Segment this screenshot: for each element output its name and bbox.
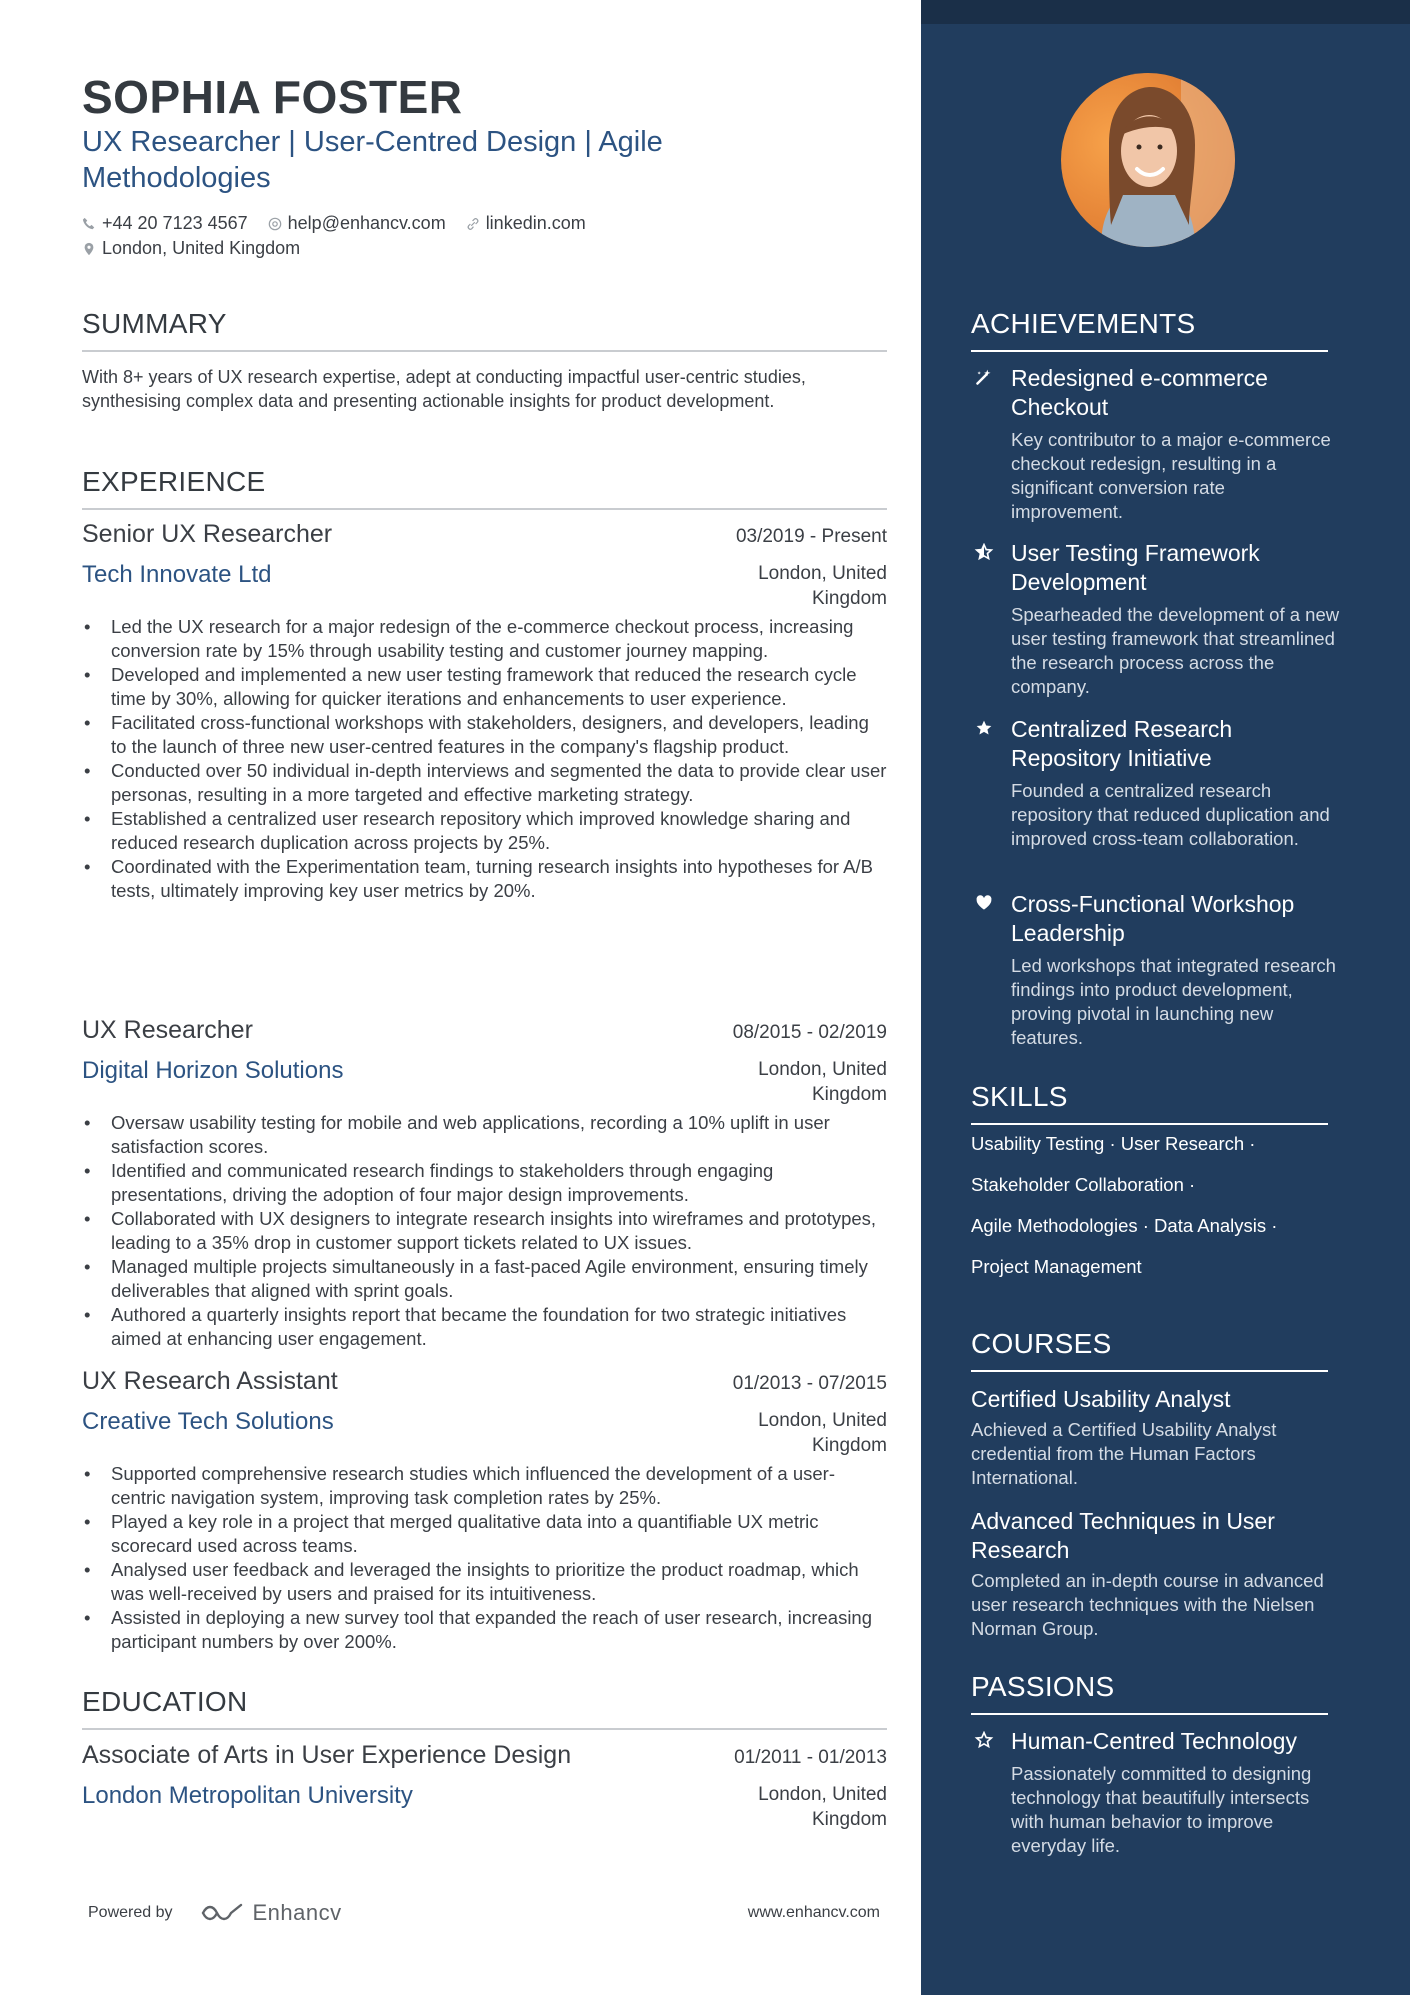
email-contact[interactable]	[268, 213, 446, 234]
skills-list	[971, 1133, 1351, 1297]
phone-text: +44 20 7123 4567	[102, 213, 248, 233]
bullet-item: • Authored a quarterly insights report that became the foundation for two strategic initiatives aimed at enhancing user engagement.	[82, 1303, 887, 1351]
experience-entry	[82, 520, 887, 903]
achievement-title: Redesigned e-commerce Checkout	[1011, 365, 1268, 420]
achievement-title: Cross-Functional Workshop Leadership	[1011, 891, 1295, 946]
achievement-item	[971, 890, 1341, 1050]
phone-contact[interactable]	[82, 213, 248, 234]
achievement-item	[971, 539, 1341, 699]
experience-heading: EXPERIENCE	[82, 466, 887, 510]
bullet-item: • Identified and communicated research findings to stakeholders through engaging presentations, driving the adoption of four major design improvements.	[82, 1159, 887, 1207]
achievement-item	[971, 364, 1341, 524]
achievement-desc: Founded a centralized research repository that reduced duplication and improved cross-team collaboration.	[1011, 780, 1330, 849]
job-dates: 03/2019 - Present	[735, 526, 887, 547]
bullet-item: • Collaborated with UX designers to integrate research insights into wireframes and prototypes, leading to a 35% drop in customer support tickets related to UX issues.	[82, 1207, 887, 1255]
passions-heading: PASSIONS	[971, 1671, 1328, 1715]
job-location: London, United Kingdom	[758, 1410, 887, 1456]
enhancv-logo[interactable]	[199, 1900, 342, 1926]
summary-text: With 8+ years of UX research expertise, adept at conducting impactful user-centric studies, synthesising complex data and presenting actionable insights for product development.	[82, 367, 806, 411]
experience-entry	[82, 1016, 887, 1351]
at-icon	[268, 216, 282, 232]
location-text: London, United Kingdom	[102, 238, 301, 258]
company-name: Tech Innovate Ltd	[82, 561, 272, 588]
contact-info	[82, 211, 882, 261]
location-contact	[82, 238, 300, 259]
link-icon	[466, 216, 480, 232]
education-dates: 01/2011 - 01/2013	[734, 1747, 887, 1768]
achievement-title: User Testing Framework Development	[1011, 540, 1260, 595]
bullet-item: • Developed and implemented a new user testing framework that reduced the research cycle time by 30%, allowing for quicker iterations and enhancements to user experience.	[82, 663, 887, 711]
bullet-item: • Coordinated with the Experimentation team, turning research insights into hypotheses for A/B tests, ultimately improving key user metrics by 20%.	[82, 855, 887, 903]
website-link[interactable]: www.enhancv.com	[747, 1904, 880, 1921]
passion-item	[971, 1727, 1341, 1858]
headline: UX Researcher | User-Centred Design | Agile Methodologies	[82, 126, 663, 194]
achievement-desc: Spearheaded the development of a new user testing framework that streamlined the research process across the company.	[1011, 604, 1340, 697]
linkedin-text: linkedin.com	[485, 213, 586, 233]
degree-title: Associate of Arts in User Experience Design	[82, 1741, 572, 1769]
skill-line: Usability Testing · User Research ·	[971, 1133, 1256, 1154]
bullet-item: • Analysed user feedback and leveraged the insights to prioritize the product roadmap, which was well-received by users and praised for its intuitiveness.	[82, 1558, 887, 1606]
company-name: Digital Horizon Solutions	[82, 1057, 344, 1084]
phone-icon	[82, 216, 96, 232]
courses-heading: COURSES	[971, 1328, 1328, 1372]
job-bullets	[82, 615, 887, 903]
email-text: help@enhancv.com	[287, 213, 446, 233]
job-title: UX Research Assistant	[82, 1367, 338, 1395]
bullet-item: • Played a key role in a project that merged qualitative data into a quantifiable UX metric scorecard used across teams.	[82, 1510, 887, 1558]
star-half-icon	[971, 539, 997, 561]
bullet-item: • Managed multiple projects simultaneously in a fast-paced Agile environment, ensuring timely deliverables that aligned with sprint goals.	[82, 1255, 887, 1303]
brand-name: Enhancv	[252, 1900, 342, 1925]
course-item	[971, 1507, 1341, 1641]
sidebar	[921, 0, 1410, 1995]
course-title: Advanced Techniques in User Research	[971, 1508, 1275, 1563]
course-item	[971, 1385, 1341, 1490]
footer	[88, 1900, 880, 1926]
passion-desc: Passionately committed to designing technology that beautifully intersects with human behavior to improve everyday life.	[1011, 1763, 1312, 1856]
heart-icon	[971, 890, 997, 912]
course-desc: Achieved a Certified Usability Analyst credential from the Human Factors International.	[971, 1419, 1277, 1488]
course-title: Certified Usability Analyst	[971, 1386, 1231, 1412]
achievement-desc: Led workshops that integrated research findings into product development, proving pivotal in launching new features.	[1011, 955, 1336, 1048]
company-name: Creative Tech Solutions	[82, 1408, 334, 1435]
bullet-item: • Facilitated cross-functional workshops with stakeholders, designers, and developers, leading to the launch of three new user-centred features in the company's flagship product.	[82, 711, 887, 759]
achievement-item	[971, 715, 1341, 851]
experience-entry	[82, 1367, 887, 1654]
achievement-title: Centralized Research Repository Initiative	[1011, 716, 1233, 771]
bullet-item: • Supported comprehensive research studies which influenced the development of a user-centric navigation system, improving task completion rates by 25%.	[82, 1462, 887, 1510]
job-bullets	[82, 1111, 887, 1351]
achievements-heading: ACHIEVEMENTS	[971, 308, 1328, 352]
profile-photo-illustration	[1061, 73, 1235, 247]
summary-heading: SUMMARY	[82, 308, 887, 352]
star-icon	[971, 715, 997, 737]
education-location: London, United Kingdom	[758, 1784, 887, 1830]
education-entry	[82, 1741, 887, 1832]
location-pin-icon	[82, 241, 96, 257]
skill-line: Stakeholder Collaboration ·	[971, 1174, 1196, 1195]
job-bullets	[82, 1462, 887, 1654]
education-heading: EDUCATION	[82, 1686, 887, 1730]
job-dates: 08/2015 - 02/2019	[732, 1022, 887, 1043]
job-location: London, United Kingdom	[758, 1059, 887, 1105]
job-location: London, United Kingdom	[758, 563, 887, 609]
bullet-item: • Oversaw usability testing for mobile and web applications, recording a 10% uplift in user satisfaction scores.	[82, 1111, 887, 1159]
passion-title: Human-Centred Technology	[1011, 1728, 1297, 1754]
sidebar-top-band	[921, 0, 1410, 24]
bullet-item: • Conducted over 50 individual in-depth interviews and segmented the data to provide clear user personas, resulting in a more targeted and effective marketing strategy.	[82, 759, 887, 807]
enhancv-logo-icon	[199, 1901, 245, 1925]
school-name: London Metropolitan University	[82, 1782, 413, 1809]
job-dates: 01/2013 - 07/2015	[732, 1373, 887, 1394]
bullet-item: • Established a centralized user research repository which improved knowledge sharing and reduced research duplication across projects by 25%.	[82, 807, 887, 855]
achievement-desc: Key contributor to a major e-commerce checkout redesign, resulting in a significant conversion rate improvement.	[1011, 429, 1331, 522]
linkedin-contact[interactable]	[466, 213, 586, 234]
bullet-item: • Led the UX research for a major redesign of the e-commerce checkout process, increasing conversion rate by 15% through usability testing and customer journey mapping.	[82, 615, 887, 663]
magic-wand-icon	[971, 364, 997, 386]
job-title: Senior UX Researcher	[82, 520, 333, 548]
skill-line: Project Management	[971, 1256, 1142, 1277]
star-outline-icon	[971, 1727, 997, 1749]
powered-by-label: Powered by	[88, 1904, 173, 1921]
bullet-item: • Assisted in deploying a new survey tool that expanded the reach of user research, increasing participant numbers by over 200%.	[82, 1606, 887, 1654]
skill-line: Agile Methodologies · Data Analysis ·	[971, 1215, 1278, 1236]
candidate-name: SOPHIA FOSTER	[82, 71, 463, 123]
job-title: UX Researcher	[82, 1016, 253, 1044]
profile-photo	[1061, 73, 1235, 247]
course-desc: Completed an in-depth course in advanced user research techniques with the Nielsen Norman Group.	[971, 1570, 1324, 1639]
skills-heading: SKILLS	[971, 1081, 1328, 1125]
